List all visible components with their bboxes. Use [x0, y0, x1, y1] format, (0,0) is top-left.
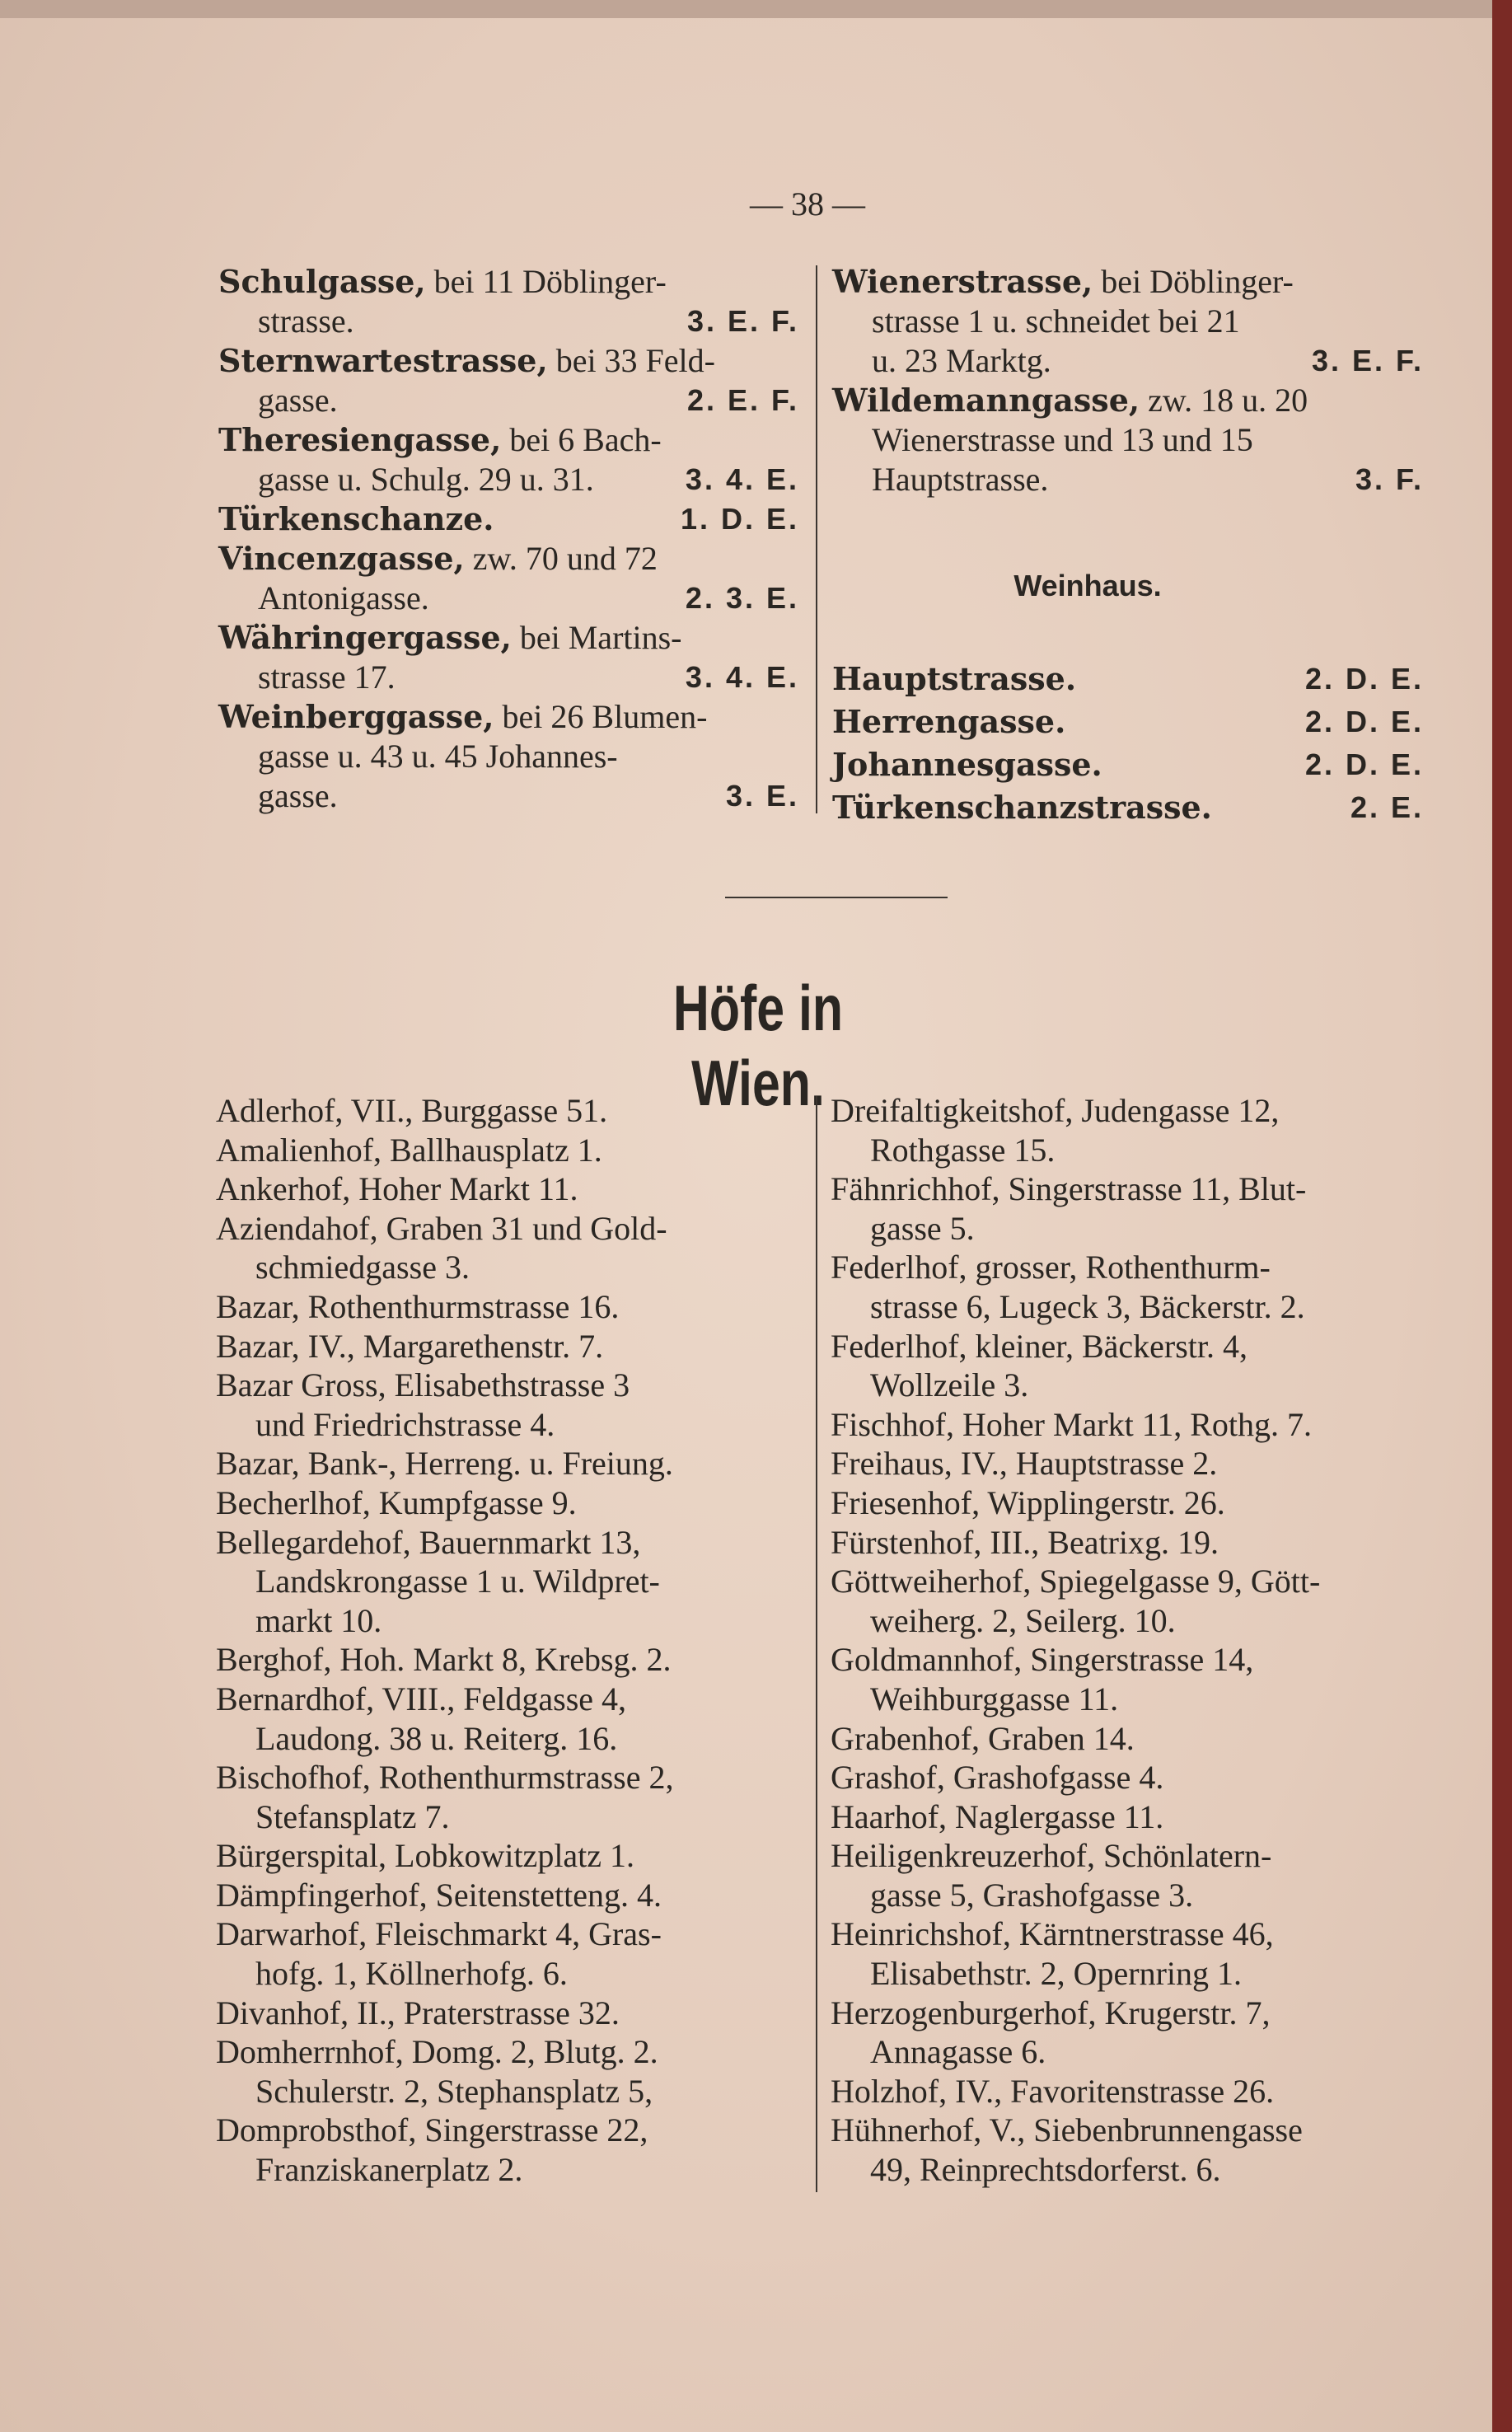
district-code: 2. E. F. — [686, 383, 799, 417]
street-line — [218, 302, 799, 341]
page-top-edge — [0, 0, 1512, 18]
street-entry — [218, 618, 799, 697]
street-text: bei Döblinger- — [1093, 263, 1294, 300]
street-entry — [218, 539, 799, 618]
street-name: Weinberggasse, — [218, 698, 494, 735]
street-line — [218, 460, 799, 499]
hof-line: Bürgerspital, Lobkowitzplatz 1. — [216, 1837, 635, 1875]
hof-line: Fürstenhof, III., Beatrixg. 19. — [831, 1523, 1219, 1561]
district-code: 3. 4. E. — [685, 660, 799, 694]
street-entry — [218, 499, 799, 539]
street-text: bei 11 Döblinger- — [425, 263, 667, 300]
hof-line: Bazar Gross, Elisabethstrasse 3 — [216, 1366, 630, 1404]
hof-entry — [216, 1444, 803, 1483]
street-text: strasse 17. — [258, 658, 396, 696]
weinhaus-street: Herrengasse. — [832, 703, 1066, 740]
street-line — [832, 381, 1424, 420]
street-entry — [218, 697, 799, 816]
hof-entry — [216, 1169, 803, 1209]
hof-line: markt 10. — [255, 1601, 382, 1639]
street-name: Sternwartestrasse, — [218, 342, 548, 379]
district-code: 1. D. E. — [680, 502, 799, 536]
hof-line: Stefansplatz 7. — [255, 1797, 450, 1835]
hoefe-list-right — [831, 1091, 1424, 2190]
hof-line: Berghof, Hoh. Markt 8, Krebsg. 2. — [216, 1641, 672, 1679]
street-entry — [218, 420, 799, 499]
binding-edge — [1492, 0, 1512, 2432]
street-name: Vincenzgasse, — [218, 540, 465, 577]
hof-line: Grashof, Grashofgasse 4. — [831, 1759, 1164, 1797]
district-code: 3. F. — [1355, 462, 1424, 496]
district-code: 2. D. E. — [1304, 662, 1424, 696]
hof-line: Heinrichshof, Kärntnerstrasse 46, — [831, 1915, 1274, 1953]
hof-entry — [831, 2111, 1424, 2189]
hof-entry — [831, 1914, 1424, 1993]
hof-entry — [831, 1327, 1424, 1405]
district-code: 2. 3. E. — [685, 581, 799, 615]
hof-line: Franziskanerplatz 2. — [255, 2151, 523, 2189]
street-text: strasse. — [258, 302, 354, 340]
street-text: Hauptstrasse. — [872, 461, 1049, 498]
street-text: bei 26 Blumen- — [494, 698, 708, 735]
street-line — [832, 420, 1424, 460]
street-line — [218, 539, 799, 579]
street-line — [218, 381, 799, 420]
weinhaus-street: Hauptstrasse. — [832, 660, 1077, 697]
hof-line: und Friedrichstrasse 4. — [255, 1405, 555, 1443]
hof-entry — [216, 1640, 803, 1680]
weinhaus-row — [832, 658, 1424, 701]
street-entry — [832, 381, 1424, 499]
hof-line: Friesenhof, Wipplingerstr. 26. — [831, 1483, 1225, 1521]
hof-entry — [216, 1366, 803, 1444]
street-entry — [832, 262, 1424, 381]
street-text: gasse u. 43 u. 45 Johannes- — [258, 738, 618, 775]
street-line — [218, 579, 799, 618]
street-line — [218, 262, 799, 302]
street-line — [832, 262, 1424, 302]
street-text: u. 23 Marktg. — [872, 342, 1051, 379]
hof-line: Freihaus, IV., Hauptstrasse 2. — [831, 1445, 1218, 1483]
street-line — [218, 697, 799, 737]
page-number: — 38 — — [750, 185, 865, 223]
hof-entry — [216, 1327, 803, 1366]
hof-line: Amalienhof, Ballhausplatz 1. — [216, 1131, 602, 1169]
street-name: Theresiengasse, — [218, 421, 502, 458]
hof-line: Göttweiherhof, Spiegelgasse 9, Gött- — [831, 1563, 1321, 1600]
street-text: Antonigasse. — [258, 579, 429, 616]
hof-entry — [831, 1444, 1424, 1483]
hof-line: Annagasse 6. — [870, 2033, 1046, 2071]
district-code: 3. E. F. — [686, 304, 799, 338]
hof-entry — [831, 1483, 1424, 1523]
hof-line: Federlhof, kleiner, Bäckerstr. 4, — [831, 1327, 1248, 1365]
weinhaus-street: Türkenschanzstrasse. — [832, 789, 1212, 826]
street-text: gasse. — [258, 382, 338, 419]
hof-line: Dreifaltigkeitshof, Judengasse 12, — [831, 1092, 1280, 1129]
hof-line: Landskrongasse 1 u. Wildpret- — [255, 1563, 660, 1600]
street-line — [218, 737, 799, 776]
hof-line: Adlerhof, VII., Burggasse 51. — [216, 1092, 608, 1129]
street-line — [832, 302, 1424, 341]
street-name: Währingergasse, — [218, 619, 512, 656]
street-text: bei 6 Bach- — [501, 421, 662, 458]
hof-entry — [216, 1523, 803, 1641]
hof-line: gasse 5, Grashofgasse 3. — [870, 1876, 1194, 1914]
street-line — [218, 618, 799, 658]
hof-entry — [216, 1209, 803, 1287]
street-line — [218, 658, 799, 697]
hof-entry — [216, 1836, 803, 1876]
hof-entry — [216, 1091, 803, 1131]
district-code: 2. E. — [1350, 790, 1424, 824]
hof-entry — [831, 1169, 1424, 1248]
hof-line: Becherlhof, Kumpfgasse 9. — [216, 1483, 577, 1521]
hof-entry — [216, 1131, 803, 1170]
hof-entry — [831, 2072, 1424, 2111]
street-name: Türkenschanze. — [218, 500, 494, 537]
hof-line: Ankerhof, Hoher Markt 11. — [216, 1170, 578, 1208]
column-rule-upper — [816, 265, 817, 813]
hof-entry — [831, 1758, 1424, 1797]
hof-line: Domherrnhof, Domg. 2, Blutg. 2. — [216, 2033, 658, 2071]
hof-line: Haarhof, Naglergasse 11. — [831, 1797, 1164, 1835]
street-line — [218, 341, 799, 381]
hof-line: Heiligenkreuzerhof, Schönlatern- — [831, 1837, 1272, 1875]
street-entry — [218, 262, 799, 341]
section-title: Höfe in Wien. — [672, 972, 844, 1119]
hof-entry — [216, 1483, 803, 1523]
weinhaus-row — [832, 701, 1424, 743]
hof-line: Goldmannhof, Singerstrasse 14, — [831, 1641, 1254, 1679]
hof-line: Dämpfingerhof, Seitenstetteng. 4. — [216, 1876, 662, 1914]
hof-line: Hühnerhof, V., Siebenbrunnengasse — [831, 2111, 1303, 2149]
weinhaus-row — [832, 743, 1424, 786]
hof-line: Aziendahof, Graben 31 und Gold- — [216, 1209, 667, 1247]
weinhaus-list — [832, 658, 1424, 829]
hof-entry — [831, 1562, 1424, 1640]
district-code: 2. D. E. — [1304, 705, 1424, 738]
hof-line: 49, Reinprechtsdorferst. 6. — [870, 2151, 1221, 2189]
street-text: strasse 1 u. schneidet bei 21 — [872, 302, 1240, 340]
street-name: Wildemanngasse, — [832, 382, 1140, 419]
hof-line: Wollzeile 3. — [870, 1366, 1029, 1404]
hof-entry — [216, 1994, 803, 2033]
hof-entry — [216, 1914, 803, 1993]
hof-entry — [216, 2111, 803, 2189]
hof-line: Grabenhof, Graben 14. — [831, 1719, 1135, 1757]
hof-line: Elisabethstr. 2, Opernring 1. — [870, 1955, 1243, 1993]
hof-entry — [216, 1758, 803, 1836]
street-name: Wienerstrasse, — [832, 263, 1093, 300]
hof-line: Schulerstr. 2, Stephansplatz 5, — [255, 2072, 653, 2110]
street-name: Schulgasse, — [218, 263, 426, 300]
hof-entry — [831, 1091, 1424, 1169]
section-divider — [725, 897, 948, 898]
hof-line: Laudong. 38 u. Reiterg. 16. — [255, 1719, 618, 1757]
column-rule-lower — [816, 1096, 817, 2192]
hof-entry — [831, 1248, 1424, 1326]
hof-line: Fähnrichhof, Singerstrasse 11, Blut- — [831, 1170, 1307, 1208]
hof-entry — [831, 1797, 1424, 1837]
street-text: gasse. — [258, 777, 338, 814]
hof-line: Bernardhof, VIII., Feldgasse 4, — [216, 1680, 627, 1717]
street-text: zw. 70 und 72 — [464, 540, 658, 577]
street-text: zw. 18 u. 20 — [1140, 382, 1308, 419]
street-text: Wienerstrasse und 13 und 15 — [872, 421, 1253, 458]
hof-entry — [831, 1719, 1424, 1759]
hof-line: Bellegardehof, Bauernmarkt 13, — [216, 1523, 641, 1561]
street-text: bei 33 Feld- — [547, 342, 715, 379]
hof-line: Divanhof, II., Praterstrasse 32. — [216, 1994, 620, 2031]
weinhaus-row — [832, 786, 1424, 829]
hof-entry — [216, 1876, 803, 1915]
hof-line: Rothgasse 15. — [870, 1131, 1056, 1169]
hof-line: gasse 5. — [870, 1209, 975, 1247]
weinhaus-heading: Weinhaus. — [1013, 569, 1162, 602]
hof-line: Bazar, Rothenthurmstrasse 16. — [216, 1287, 620, 1325]
district-code: 3. E. — [725, 779, 799, 813]
hof-line: schmiedgasse 3. — [255, 1249, 470, 1286]
hof-line: Fischhof, Hoher Markt 11, Rothg. 7. — [831, 1405, 1313, 1443]
hof-entry — [831, 1640, 1424, 1718]
hoefe-list-left — [216, 1091, 803, 2190]
hof-line: Darwarhof, Fleischmarkt 4, Gras- — [216, 1915, 662, 1953]
hof-line: Holzhof, IV., Favoritenstrasse 26. — [831, 2072, 1275, 2110]
hof-line: strasse 6, Lugeck 3, Bäckerstr. 2. — [870, 1287, 1305, 1325]
hof-line: Herzogenburgerhof, Krugerstr. 7, — [831, 1994, 1271, 2031]
street-line — [218, 420, 799, 460]
district-code: 3. 4. E. — [685, 462, 799, 496]
street-entry — [218, 341, 799, 420]
street-list-left — [218, 262, 799, 816]
street-line — [832, 341, 1424, 381]
hof-entry — [831, 1994, 1424, 2072]
hof-line: hofg. 1, Köllnerhofg. 6. — [255, 1955, 568, 1993]
district-code: 3. E. F. — [1311, 344, 1424, 377]
hof-line: Bischofhof, Rothenthurmstrasse 2, — [216, 1759, 674, 1797]
hof-entry — [216, 1680, 803, 1758]
street-text: bei Martins- — [511, 619, 682, 656]
hof-line: Domprobsthof, Singerstrasse 22, — [216, 2111, 648, 2149]
hof-entry — [216, 1287, 803, 1327]
hof-entry — [216, 2032, 803, 2111]
hof-entry — [831, 1523, 1424, 1563]
street-line — [218, 776, 799, 816]
hof-line: Bazar, IV., Margarethenstr. 7. — [216, 1327, 604, 1365]
hof-line: Bazar, Bank-, Herreng. u. Freiung. — [216, 1445, 673, 1483]
hof-entry — [831, 1405, 1424, 1445]
hof-line: Weihburggasse 11. — [870, 1680, 1119, 1717]
street-line — [218, 499, 799, 539]
hof-line: weiherg. 2, Seilerg. 10. — [870, 1601, 1176, 1639]
weinhaus-street: Johannesgasse. — [832, 746, 1102, 783]
hof-line: Federlhof, grosser, Rothenthurm- — [831, 1249, 1271, 1286]
street-text: gasse u. Schulg. 29 u. 31. — [258, 461, 594, 498]
street-line — [832, 460, 1424, 499]
street-list-right — [832, 262, 1424, 499]
district-code: 2. D. E. — [1304, 747, 1424, 781]
hof-entry — [831, 1836, 1424, 1914]
